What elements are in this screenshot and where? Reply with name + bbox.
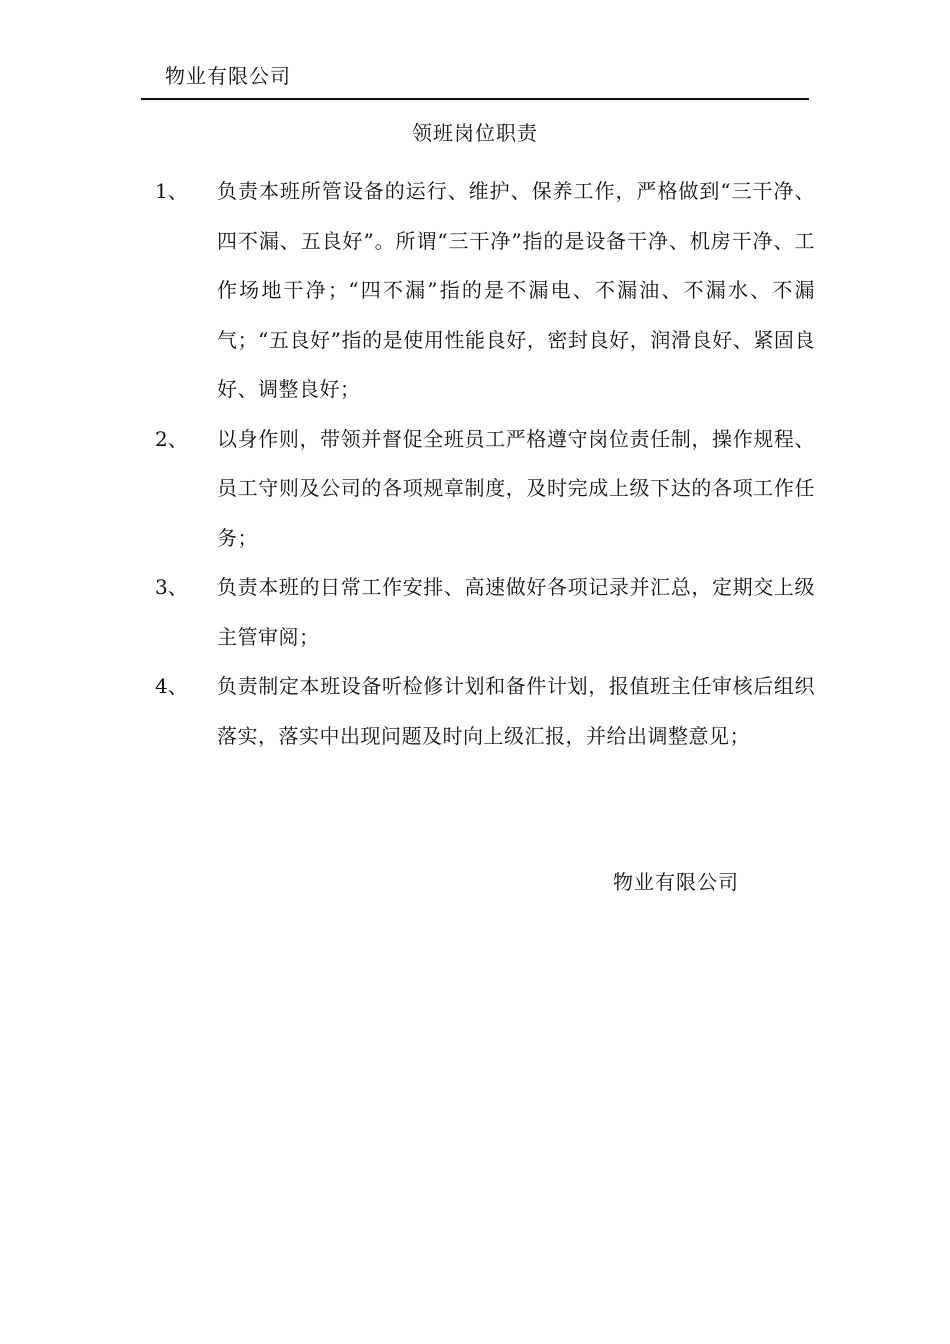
duty-number: 3、 xyxy=(155,575,188,599)
duty-item xyxy=(155,563,815,662)
duty-text: 负责制定本班设备听检修计划和备件计划，报值班主任审核后组织落实，落实中出现问题及时向上级汇报，并给出调整意见； xyxy=(217,674,815,748)
duty-number: 2、 xyxy=(155,426,188,451)
duty-item xyxy=(155,415,815,564)
header-company-name: 物业有限公司 xyxy=(165,64,291,88)
duty-list xyxy=(155,167,815,761)
duty-item xyxy=(155,662,815,761)
signature-company-name: 物业有限公司 xyxy=(613,870,739,894)
duty-number: 1、 xyxy=(155,179,188,203)
duty-text: 负责本班所管设备的运行、维护、保养工作，严格做到“三干净、四不漏、五良好”。所谓“三干净”指的是设备干净、机房干净、工作场地干净；“四不漏”指的是不漏电、不漏油、不漏水、不漏气；“五良好”指的是使用性能良好，密封良好，润滑良好、紧固良好、调整良好； xyxy=(217,179,815,401)
duty-item xyxy=(155,167,815,415)
duty-number: 4、 xyxy=(155,674,188,698)
duty-text: 以身作则，带领并督促全班员工严格遵守岗位责任制，操作规程、员工守则及公司的各项规章制度，及时完成上级下达的各项工作任务； xyxy=(217,426,815,550)
duty-text: 负责本班的日常工作安排、高速做好各项记录并汇总，定期交上级主管审阅； xyxy=(217,575,815,649)
header-divider xyxy=(141,98,809,100)
document-title: 领班岗位职责 xyxy=(412,121,538,145)
